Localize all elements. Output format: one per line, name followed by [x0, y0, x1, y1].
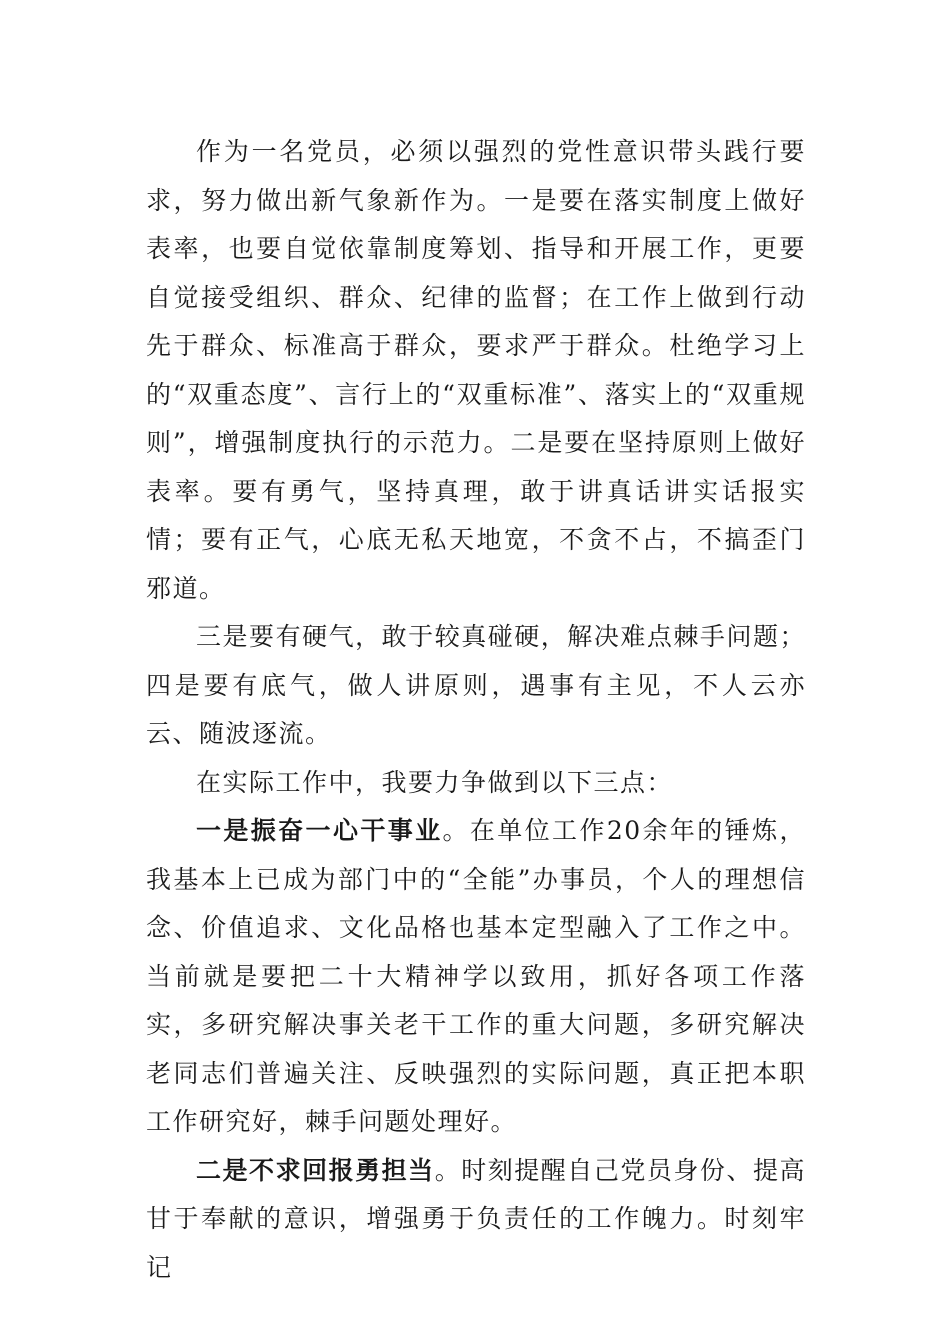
- paragraph-text: 在实际工作中，我要力争做到以下三点：: [196, 767, 674, 797]
- body-text: [146, 128, 806, 1292]
- paragraph-three-points-intro: [146, 759, 806, 808]
- paragraph-lead-heading: 一是振奋一心干事业: [196, 816, 443, 845]
- paragraph-text: 。时刻提醒自己党员身份、提高甘于奉献的意识，增强勇于负责任的工作魄力。时刻牢记: [146, 1155, 806, 1282]
- paragraph-lead-heading: 二是不求回报勇担当: [196, 1155, 435, 1185]
- paragraph-text: 三是要有硬气，敢于较真碰硬，解决难点棘手问题；四是要有底气，做人讲原则，遇事有主见，不人云亦云、随波逐流。: [146, 622, 806, 748]
- paragraph-text: 作为一名党员，必须以强烈的党性意识带头践行要求，努力做出新气象新作为。一是要在落实制度上做好表率，也要自觉依靠制度筹划、指导和开展工作，更要自觉接受组织、群众、纪律的监督；在工作上做到行动先于群众、标准高于群众，要求严于群众。杜绝学习上的“双重态度”、言行上的“双重标准”、落实上的“双重规则”，增强制度执行的示范力。二是要在坚持原则上做好表率。要有勇气，坚持真理，敢于讲真话讲实话报实情；要有正气，心底无私天地宽，不贪不占，不搞歪门邪道。: [146, 137, 806, 603]
- paragraph-courage: [146, 613, 806, 759]
- paragraph-point-one: [146, 807, 806, 1147]
- paragraph-point-two: [146, 1147, 806, 1293]
- paragraph-text: 。在单位工作20余年的锤炼，我基本上已成为部门中的“全能”办事员，个人的理想信念、价值追求、文化品格也基本定型融入了工作之中。当前就是要把二十大精神学以致用，抓好各项工作落实，多研究解决事关老干工作的重大问题，多研究解决老同志们普遍关注、反映强烈的实际问题，真正把本职工作研究好，棘手问题处理好。: [146, 816, 806, 1136]
- paragraph-party-member-duty: [146, 128, 806, 613]
